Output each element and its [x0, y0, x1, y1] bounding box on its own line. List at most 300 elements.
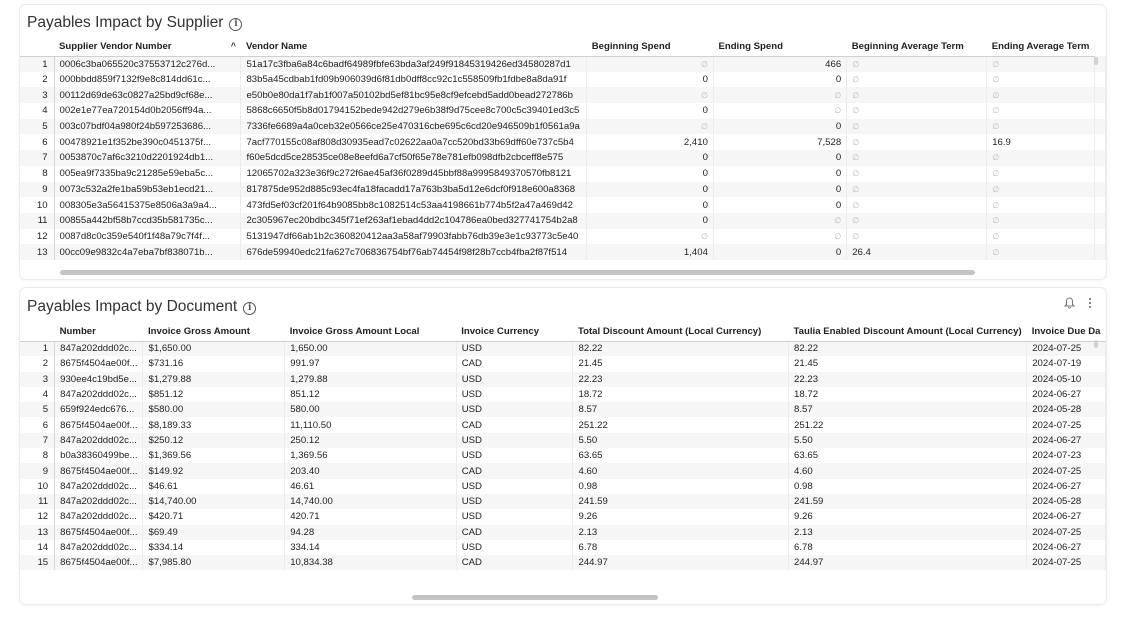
taulia-enabled-discount-amount-cell[interactable]: 63.65	[789, 448, 1027, 463]
invoice-gross-amount-local-cell[interactable]: 1,369.56	[285, 448, 456, 463]
table-row[interactable]	[20, 119, 1106, 135]
invoice-due-date-cell[interactable]: 2024-06-27	[1027, 387, 1106, 402]
invoice-gross-amount-cell[interactable]: $1,650.00	[143, 341, 285, 356]
null-value-icon: ∅	[992, 247, 1000, 257]
invoice-gross-amount-cell[interactable]: $851.12	[143, 387, 285, 402]
supplier-vendor-number-cell[interactable]: 000bbdd859f7132f9e8c814dd61c...	[54, 72, 241, 88]
ending-spend-cell[interactable]: 0	[713, 182, 846, 198]
number-cell[interactable]: 8675f4504ae00f...	[55, 463, 143, 478]
table-row[interactable]	[20, 182, 1106, 198]
table-row[interactable]	[20, 229, 1106, 245]
supplier-vendor-number-cell[interactable]: 00478921e1f352be390c0451375f...	[54, 134, 241, 150]
vertical-scrollbar[interactable]	[1094, 340, 1098, 348]
table-row[interactable]	[20, 372, 1106, 387]
ending-spend-cell	[713, 103, 846, 119]
horizontal-scrollbar[interactable]	[412, 595, 658, 600]
filler-cell	[1095, 182, 1106, 198]
filler-cell	[1095, 87, 1106, 103]
sort-ascending-icon[interactable]: ^	[230, 40, 236, 51]
supplier-vendor-number-cell[interactable]: 0053870c7af6c3210d2201924db1...	[54, 150, 241, 166]
null-value-icon: ∅	[852, 75, 860, 85]
beginning-average-term-cell	[847, 119, 987, 135]
number-cell[interactable]: 659f924edc676...	[55, 402, 143, 417]
invoice-due-date-cell[interactable]: 2024-07-25	[1027, 341, 1106, 356]
invoice-gross-amount-local-cell[interactable]: 10,834.38	[285, 555, 456, 570]
filler-cell	[1095, 134, 1106, 150]
invoice-gross-amount-cell[interactable]: $580.00	[143, 402, 285, 417]
invoice-currency-cell[interactable]: CAD	[456, 525, 573, 540]
total-discount-amount-cell[interactable]: 5.50	[573, 433, 789, 448]
invoice-gross-amount-local-cell[interactable]: 14,740.00	[285, 494, 456, 509]
invoice-currency-cell[interactable]: USD	[456, 479, 573, 494]
row-number: 1	[20, 56, 54, 72]
ending-average-term-cell	[987, 182, 1095, 198]
number-cell[interactable]: 8675f4504ae00f...	[55, 555, 143, 570]
invoice-gross-amount-local-cell[interactable]: 203.40	[285, 463, 456, 478]
invoice-gross-amount-cell[interactable]: $69.49	[143, 525, 285, 540]
ending-spend-cell[interactable]: 0	[713, 244, 846, 260]
supplier-panel-title	[27, 14, 242, 32]
table-row[interactable]	[20, 134, 1106, 150]
supplier-vendor-number-cell[interactable]: 005ea9f7335ba9c21285e59eba5c...	[54, 166, 241, 182]
invoice-due-date-cell[interactable]: 2024-06-27	[1027, 479, 1106, 494]
beginning-average-term-cell[interactable]: 26.4	[847, 244, 987, 260]
taulia-enabled-discount-amount-cell[interactable]: 0.98	[789, 479, 1027, 494]
filler-cell	[1095, 197, 1106, 213]
null-value-icon: ∅	[992, 216, 1000, 226]
total-discount-amount-cell[interactable]: 21.45	[573, 356, 789, 371]
vendor-name-cell[interactable]: 2c305967ec20bdbc345f71ef263af1ebad4dd2c104786ea0bed327741754b2a8	[241, 213, 587, 229]
beginning-average-term-cell	[847, 229, 987, 245]
filler-cell	[1095, 244, 1106, 260]
filler-cell	[1095, 72, 1106, 88]
beginning-average-term-cell	[847, 134, 987, 150]
ending-average-term-cell	[987, 72, 1095, 88]
total-discount-amount-cell[interactable]: 4.60	[573, 463, 789, 478]
taulia-enabled-discount-amount-cell[interactable]: 4.60	[789, 463, 1027, 478]
beginning-average-term-cell	[847, 197, 987, 213]
row-number: 15	[20, 555, 55, 570]
total-discount-amount-cell[interactable]: 244.97	[573, 555, 789, 570]
ending-average-term-cell	[987, 119, 1095, 135]
invoice-due-date-cell[interactable]: 2024-07-25	[1027, 417, 1106, 432]
taulia-enabled-discount-amount-cell[interactable]: 2.13	[789, 525, 1027, 540]
invoice-currency-cell[interactable]: CAD	[456, 555, 573, 570]
col-header-beginning-average-term[interactable]: Beginning Average Term	[847, 37, 987, 56]
invoice-gross-amount-local-cell[interactable]: 991.97	[285, 356, 456, 371]
table-row[interactable]	[20, 479, 1106, 494]
col-header-beginning-spend[interactable]: Beginning Spend	[587, 37, 714, 56]
ending-average-term-cell	[987, 166, 1095, 182]
invoice-gross-amount-local-cell[interactable]: 580.00	[285, 402, 456, 417]
invoice-due-date-cell[interactable]: 2024-07-23	[1027, 448, 1106, 463]
table-row[interactable]	[20, 509, 1106, 524]
bell-icon[interactable]	[1064, 298, 1078, 312]
more-vertical-icon[interactable]	[1088, 298, 1092, 312]
table-row[interactable]	[20, 387, 1106, 402]
invoice-due-date-cell[interactable]: 2024-05-28	[1027, 402, 1106, 417]
number-cell[interactable]: 847a202ddd02c...	[55, 509, 143, 524]
row-number: 14	[20, 540, 55, 555]
invoice-due-date-cell[interactable]: 2024-07-19	[1027, 356, 1106, 371]
ending-spend-cell[interactable]: 0	[713, 119, 846, 135]
taulia-enabled-discount-amount-cell[interactable]: 21.45	[789, 356, 1027, 371]
row-number: 9	[20, 182, 54, 198]
ending-average-term-cell	[987, 197, 1095, 213]
col-header-label: Supplier Vendor Number	[59, 40, 172, 52]
null-value-icon: ∅	[852, 216, 860, 226]
document-panel-title	[27, 298, 256, 316]
vertical-scrollbar[interactable]	[1094, 57, 1098, 65]
beginning-average-term-cell	[847, 103, 987, 119]
table-row[interactable]	[20, 103, 1106, 119]
invoice-gross-amount-cell[interactable]: $1,369.56	[143, 448, 285, 463]
supplier-vendor-number-cell[interactable]: 002e1e77ea720154d0b2056ff94a...	[54, 103, 241, 119]
info-icon[interactable]: i	[229, 18, 242, 31]
null-value-icon: ∅	[700, 122, 708, 132]
row-number: 4	[20, 103, 54, 119]
table-row[interactable]	[20, 540, 1106, 555]
invoice-gross-amount-cell[interactable]: $7,985.80	[143, 555, 285, 570]
null-value-icon: ∅	[700, 90, 708, 100]
taulia-enabled-discount-amount-cell[interactable]: 18.72	[789, 387, 1027, 402]
supplier-vendor-number-cell[interactable]: 008305e3a56415375e8506a3a9a4...	[54, 197, 241, 213]
supplier-panel	[20, 5, 1106, 279]
beginning-spend-cell	[587, 119, 714, 135]
null-value-icon: ∅	[992, 75, 1000, 85]
document-table	[20, 322, 1106, 590]
vendor-name-cell[interactable]: 676de59940edc21fa627c706836754bf76ab74454f98f28b7ccb4fba2f87f514	[241, 244, 587, 260]
number-cell[interactable]: 847a202ddd02c...	[55, 494, 143, 509]
filler-cell	[1095, 119, 1106, 135]
invoice-currency-cell[interactable]: USD	[456, 387, 573, 402]
vendor-name-cell[interactable]: 83b5a45cdbab1fd09b906039d6f81db0dff8cc92c1c558509fb1fdbe8a8da91f	[241, 72, 587, 88]
taulia-enabled-discount-amount-cell[interactable]: 8.57	[789, 402, 1027, 417]
row-number: 8	[20, 166, 54, 182]
invoice-gross-amount-local-cell[interactable]: 94.28	[285, 525, 456, 540]
beginning-spend-cell[interactable]: 0	[587, 150, 714, 166]
ending-spend-cell[interactable]: 0	[713, 72, 846, 88]
ending-average-term-cell	[987, 150, 1095, 166]
number-cell[interactable]: 847a202ddd02c...	[55, 540, 143, 555]
number-cell[interactable]: 847a202ddd02c...	[55, 341, 143, 356]
null-value-icon: ∅	[700, 231, 708, 241]
filler-cell	[1095, 166, 1106, 182]
invoice-gross-amount-cell[interactable]: $149.92	[143, 463, 285, 478]
col-header-invoice-currency[interactable]: Invoice Currency	[456, 322, 573, 341]
null-value-icon: ∅	[992, 169, 1000, 179]
table-row[interactable]	[20, 494, 1106, 509]
filler-cell	[1095, 150, 1106, 166]
row-number: 5	[20, 119, 54, 135]
invoice-gross-amount-cell[interactable]: $420.71	[143, 509, 285, 524]
row-number: 1	[20, 341, 55, 356]
invoice-gross-amount-cell[interactable]: $14,740.00	[143, 494, 285, 509]
null-value-icon: ∅	[834, 216, 842, 226]
null-value-icon: ∅	[992, 59, 1000, 69]
invoice-gross-amount-cell[interactable]: $250.12	[143, 433, 285, 448]
invoice-gross-amount-cell[interactable]: $731.16	[143, 356, 285, 371]
invoice-currency-cell[interactable]: USD	[456, 494, 573, 509]
col-header-invoice-due-date[interactable]: Invoice Due Da	[1027, 322, 1106, 341]
supplier-vendor-number-cell[interactable]: 003c07bdf04a980f24b597253686...	[54, 119, 241, 135]
row-number: 9	[20, 463, 55, 478]
beginning-spend-cell[interactable]: 1,404	[587, 244, 714, 260]
ending-spend-cell[interactable]: 0	[713, 150, 846, 166]
vendor-name-cell[interactable]: 51a17c3fba6a84c6badf64989fbfe63bda3af249f91845319426ed34580287d1	[241, 56, 587, 72]
vendor-name-cell[interactable]: e50b0e80da1f7ab1f007a50102bd5ef81bc95e8cf9efcebd5add0bead272786b	[241, 87, 587, 103]
invoice-currency-cell[interactable]: USD	[456, 402, 573, 417]
vendor-name-cell[interactable]: 12065702a323e36f9c272f6ae45af36f0289d45bbf88a9995849370570fb8121	[241, 166, 587, 182]
row-number: 2	[20, 72, 54, 88]
invoice-currency-cell[interactable]: CAD	[456, 463, 573, 478]
row-number: 11	[20, 494, 55, 509]
beginning-average-term-cell	[847, 182, 987, 198]
supplier-vendor-number-cell[interactable]: 00cc09e9832c4a7eba7bf838071b...	[54, 244, 241, 260]
table-row[interactable]	[20, 402, 1106, 417]
table-row[interactable]	[20, 463, 1106, 478]
beginning-spend-cell[interactable]: 2,410	[587, 134, 714, 150]
ending-spend-cell	[713, 213, 846, 229]
table-row[interactable]	[20, 341, 1106, 356]
vendor-name-cell[interactable]: 5868c6650f5b8d01794152bede942d279e6b38f9d75cee8c700c5c39401ed3c5	[241, 103, 587, 119]
number-cell[interactable]: b0a38360499be...	[55, 448, 143, 463]
row-number: 7	[20, 150, 54, 166]
invoice-due-date-cell[interactable]: 2024-07-25	[1027, 463, 1106, 478]
supplier-vendor-number-cell[interactable]: 0073c532a2fe1ba59b53eb1ecd21...	[54, 182, 241, 198]
table-row[interactable]	[20, 197, 1106, 213]
col-header-number[interactable]: Number	[55, 322, 143, 341]
ending-average-term-cell	[987, 213, 1095, 229]
number-cell[interactable]: 930ee4c19bd5e...	[55, 372, 143, 387]
panel-actions	[1054, 297, 1092, 312]
table-row[interactable]	[20, 166, 1106, 182]
invoice-currency-cell[interactable]: USD	[456, 509, 573, 524]
row-number: 10	[20, 479, 55, 494]
taulia-enabled-discount-amount-cell[interactable]: 251.22	[789, 417, 1027, 432]
number-cell[interactable]: 8675f4504ae00f...	[55, 417, 143, 432]
invoice-due-date-cell[interactable]: 2024-06-27	[1027, 433, 1106, 448]
info-icon[interactable]: i	[243, 302, 256, 315]
invoice-currency-cell[interactable]: USD	[456, 341, 573, 356]
vendor-name-cell[interactable]: 5131947df66ab1b2c360820412aa3a58af79903fabb76db39e3e1c93773c5e40	[241, 229, 587, 245]
null-value-icon: ∅	[852, 200, 860, 210]
total-discount-amount-cell[interactable]: 63.65	[573, 448, 789, 463]
invoice-due-date-cell[interactable]: 2024-05-10	[1027, 372, 1106, 387]
table-row[interactable]	[20, 448, 1106, 463]
beginning-average-term-cell	[847, 56, 987, 72]
invoice-gross-amount-cell[interactable]: $334.14	[143, 540, 285, 555]
null-value-icon: ∅	[992, 90, 1000, 100]
vendor-name-cell[interactable]: 817875de952d885c93ec4fa18facadd17a763b3ba5d12e6dcf0f918e600a8368	[241, 182, 587, 198]
invoice-gross-amount-local-cell[interactable]: 250.12	[285, 433, 456, 448]
total-discount-amount-cell[interactable]: 241.59	[573, 494, 789, 509]
invoice-due-date-cell[interactable]: 2024-06-27	[1027, 540, 1106, 555]
col-header-vendor-name[interactable]: Vendor Name	[241, 37, 587, 56]
table-row[interactable]	[20, 72, 1106, 88]
row-number: 10	[20, 197, 54, 213]
ending-spend-cell	[713, 229, 846, 245]
horizontal-scrollbar[interactable]	[60, 270, 975, 275]
invoice-currency-cell[interactable]: USD	[456, 433, 573, 448]
row-number: 12	[20, 509, 55, 524]
invoice-gross-amount-local-cell[interactable]: 851.12	[285, 387, 456, 402]
null-value-icon: ∅	[992, 106, 1000, 116]
number-cell[interactable]: 8675f4504ae00f...	[55, 356, 143, 371]
table-row[interactable]	[20, 56, 1106, 72]
beginning-spend-cell	[587, 56, 714, 72]
beginning-spend-cell[interactable]: 0	[587, 166, 714, 182]
ending-spend-cell	[713, 87, 846, 103]
invoice-gross-amount-local-cell[interactable]: 1,650.00	[285, 341, 456, 356]
taulia-enabled-discount-amount-cell[interactable]: 6.78	[789, 540, 1027, 555]
row-number: 6	[20, 134, 54, 150]
total-discount-amount-cell[interactable]: 9.26	[573, 509, 789, 524]
beginning-spend-cell	[587, 229, 714, 245]
beginning-spend-cell[interactable]: 0	[587, 103, 714, 119]
document-panel	[20, 288, 1106, 604]
invoice-gross-amount-local-cell[interactable]: 46.61	[285, 479, 456, 494]
ending-average-term-cell	[987, 56, 1095, 72]
ending-spend-cell[interactable]: 466	[713, 56, 846, 72]
table-row[interactable]	[20, 244, 1106, 260]
supplier-panel-title-text: Payables Impact by Supplier	[27, 14, 224, 31]
col-header-ending-spend[interactable]: Ending Spend	[713, 37, 846, 56]
col-header-supplier-vendor-number[interactable]	[54, 37, 241, 56]
total-discount-amount-cell[interactable]: 18.72	[573, 387, 789, 402]
number-cell[interactable]: 847a202ddd02c...	[55, 479, 143, 494]
table-row[interactable]	[20, 213, 1106, 229]
total-discount-amount-cell[interactable]: 2.13	[573, 525, 789, 540]
null-value-icon: ∅	[992, 153, 1000, 163]
null-value-icon: ∅	[852, 122, 860, 132]
null-value-icon: ∅	[700, 59, 708, 69]
row-number: 3	[20, 87, 54, 103]
invoice-due-date-cell[interactable]: 2024-07-25	[1027, 555, 1106, 570]
invoice-gross-amount-cell[interactable]: $8,189.33	[143, 417, 285, 432]
invoice-currency-cell[interactable]: USD	[456, 372, 573, 387]
null-value-icon: ∅	[852, 59, 860, 69]
supplier-vendor-number-cell[interactable]: 0087d8c0c359e540f1f48a79c7f4f...	[54, 229, 241, 245]
row-number: 6	[20, 417, 55, 432]
row-number: 7	[20, 433, 55, 448]
null-value-icon: ∅	[992, 184, 1000, 194]
null-value-icon: ∅	[852, 169, 860, 179]
invoice-currency-cell[interactable]: USD	[456, 448, 573, 463]
invoice-currency-cell[interactable]: CAD	[456, 356, 573, 371]
total-discount-amount-cell[interactable]: 6.78	[573, 540, 789, 555]
ending-spend-cell[interactable]: 0	[713, 166, 846, 182]
filler-cell	[1095, 213, 1106, 229]
invoice-gross-amount-local-cell[interactable]: 11,110.50	[285, 417, 456, 432]
col-header-invoice-gross-amount[interactable]: Invoice Gross Amount	[143, 322, 285, 341]
table-row[interactable]	[20, 356, 1106, 371]
beginning-average-term-cell	[847, 166, 987, 182]
col-header-taulia-enabled-discount-amount[interactable]: Taulia Enabled Discount Amount (Local Currency)	[789, 322, 1027, 341]
table-row[interactable]	[20, 87, 1106, 103]
taulia-enabled-discount-amount-cell[interactable]: 82.22	[789, 341, 1027, 356]
beginning-spend-cell[interactable]: 0	[587, 197, 714, 213]
beginning-average-term-cell	[847, 72, 987, 88]
total-discount-amount-cell[interactable]: 82.22	[573, 341, 789, 356]
row-number: 12	[20, 229, 54, 245]
vendor-name-cell[interactable]: 7336fe6689a4a0ceb32e0566ce25e470316cbe695c6cd20e946509b1f0561a9a	[241, 119, 587, 135]
invoice-gross-amount-local-cell[interactable]: 334.14	[285, 540, 456, 555]
beginning-spend-cell[interactable]: 0	[587, 182, 714, 198]
table-row[interactable]	[20, 525, 1106, 540]
vendor-name-cell[interactable]: f60e5dcd5ce28535ce08e8eefd6a7cf50f65e78e781efb098dfb2cbceff8e575	[241, 150, 587, 166]
total-discount-amount-cell[interactable]: 22.23	[573, 372, 789, 387]
invoice-due-date-cell[interactable]: 2024-05-28	[1027, 494, 1106, 509]
table-row[interactable]	[20, 417, 1106, 432]
beginning-spend-cell[interactable]: 0	[587, 72, 714, 88]
row-number: 5	[20, 402, 55, 417]
taulia-enabled-discount-amount-cell[interactable]: 5.50	[789, 433, 1027, 448]
null-value-icon: ∅	[852, 231, 860, 241]
col-header-total-discount-amount[interactable]: Total Discount Amount (Local Currency)	[573, 322, 789, 341]
supplier-vendor-number-cell[interactable]: 00855a442bf58b7ccd35b581735c...	[54, 213, 241, 229]
invoice-due-date-cell[interactable]: 2024-07-25	[1027, 525, 1106, 540]
invoice-currency-cell[interactable]: USD	[456, 540, 573, 555]
null-value-icon: ∅	[834, 231, 842, 241]
ending-average-term-cell	[987, 244, 1095, 260]
ending-spend-cell[interactable]: 0	[713, 197, 846, 213]
null-value-icon: ∅	[852, 106, 860, 116]
vendor-name-cell[interactable]: 473fd5ef03cf201f64b9085bb8c1082514c53aa4198661b774b5f2a47a469d42	[241, 197, 587, 213]
row-number: 13	[20, 525, 55, 540]
row-number-header	[20, 322, 55, 341]
null-value-icon: ∅	[852, 90, 860, 100]
null-value-icon: ∅	[852, 137, 860, 147]
invoice-gross-amount-cell[interactable]: $46.61	[143, 479, 285, 494]
ending-spend-cell[interactable]: 7,528	[713, 134, 846, 150]
invoice-due-date-cell[interactable]: 2024-06-27	[1027, 509, 1106, 524]
number-cell[interactable]: 8675f4504ae00f...	[55, 525, 143, 540]
invoice-gross-amount-local-cell[interactable]: 420.71	[285, 509, 456, 524]
vendor-name-cell[interactable]: 7acf770155c08af808d30935ead7c02622aa0a7cc520bd33b69dff60e737c5b4	[241, 134, 587, 150]
invoice-currency-cell[interactable]: CAD	[456, 417, 573, 432]
total-discount-amount-cell[interactable]: 8.57	[573, 402, 789, 417]
null-value-icon: ∅	[992, 200, 1000, 210]
ending-average-term-cell	[987, 229, 1095, 245]
row-number: 2	[20, 356, 55, 371]
supplier-vendor-number-cell[interactable]: 00112d69de63c0827a25bd9cf68e...	[54, 87, 241, 103]
col-header-ending-average-term[interactable]: Ending Average Term	[987, 37, 1095, 56]
number-cell[interactable]: 847a202ddd02c...	[55, 387, 143, 402]
number-cell[interactable]: 847a202ddd02c...	[55, 433, 143, 448]
taulia-enabled-discount-amount-cell[interactable]: 22.23	[789, 372, 1027, 387]
col-header-invoice-gross-amount-local[interactable]: Invoice Gross Amount Local	[285, 322, 456, 341]
row-number: 11	[20, 213, 54, 229]
table-row[interactable]	[20, 555, 1106, 570]
null-value-icon: ∅	[992, 231, 1000, 241]
taulia-enabled-discount-amount-cell[interactable]: 241.59	[789, 494, 1027, 509]
invoice-gross-amount-cell[interactable]: $1,279.88	[143, 372, 285, 387]
supplier-vendor-number-cell[interactable]: 0006c3ba065520c37553712c276d...	[54, 56, 241, 72]
invoice-gross-amount-local-cell[interactable]: 1,279.88	[285, 372, 456, 387]
taulia-enabled-discount-amount-cell[interactable]: 244.97	[789, 555, 1027, 570]
null-value-icon: ∅	[834, 90, 842, 100]
ending-average-term-cell[interactable]: 16.9	[987, 134, 1095, 150]
row-number: 8	[20, 448, 55, 463]
document-panel-title-text: Payables Impact by Document	[27, 298, 238, 315]
beginning-spend-cell[interactable]: 0	[587, 213, 714, 229]
table-row[interactable]	[20, 433, 1106, 448]
taulia-enabled-discount-amount-cell[interactable]: 9.26	[789, 509, 1027, 524]
total-discount-amount-cell[interactable]: 251.22	[573, 417, 789, 432]
table-row[interactable]	[20, 150, 1106, 166]
total-discount-amount-cell[interactable]: 0.98	[573, 479, 789, 494]
